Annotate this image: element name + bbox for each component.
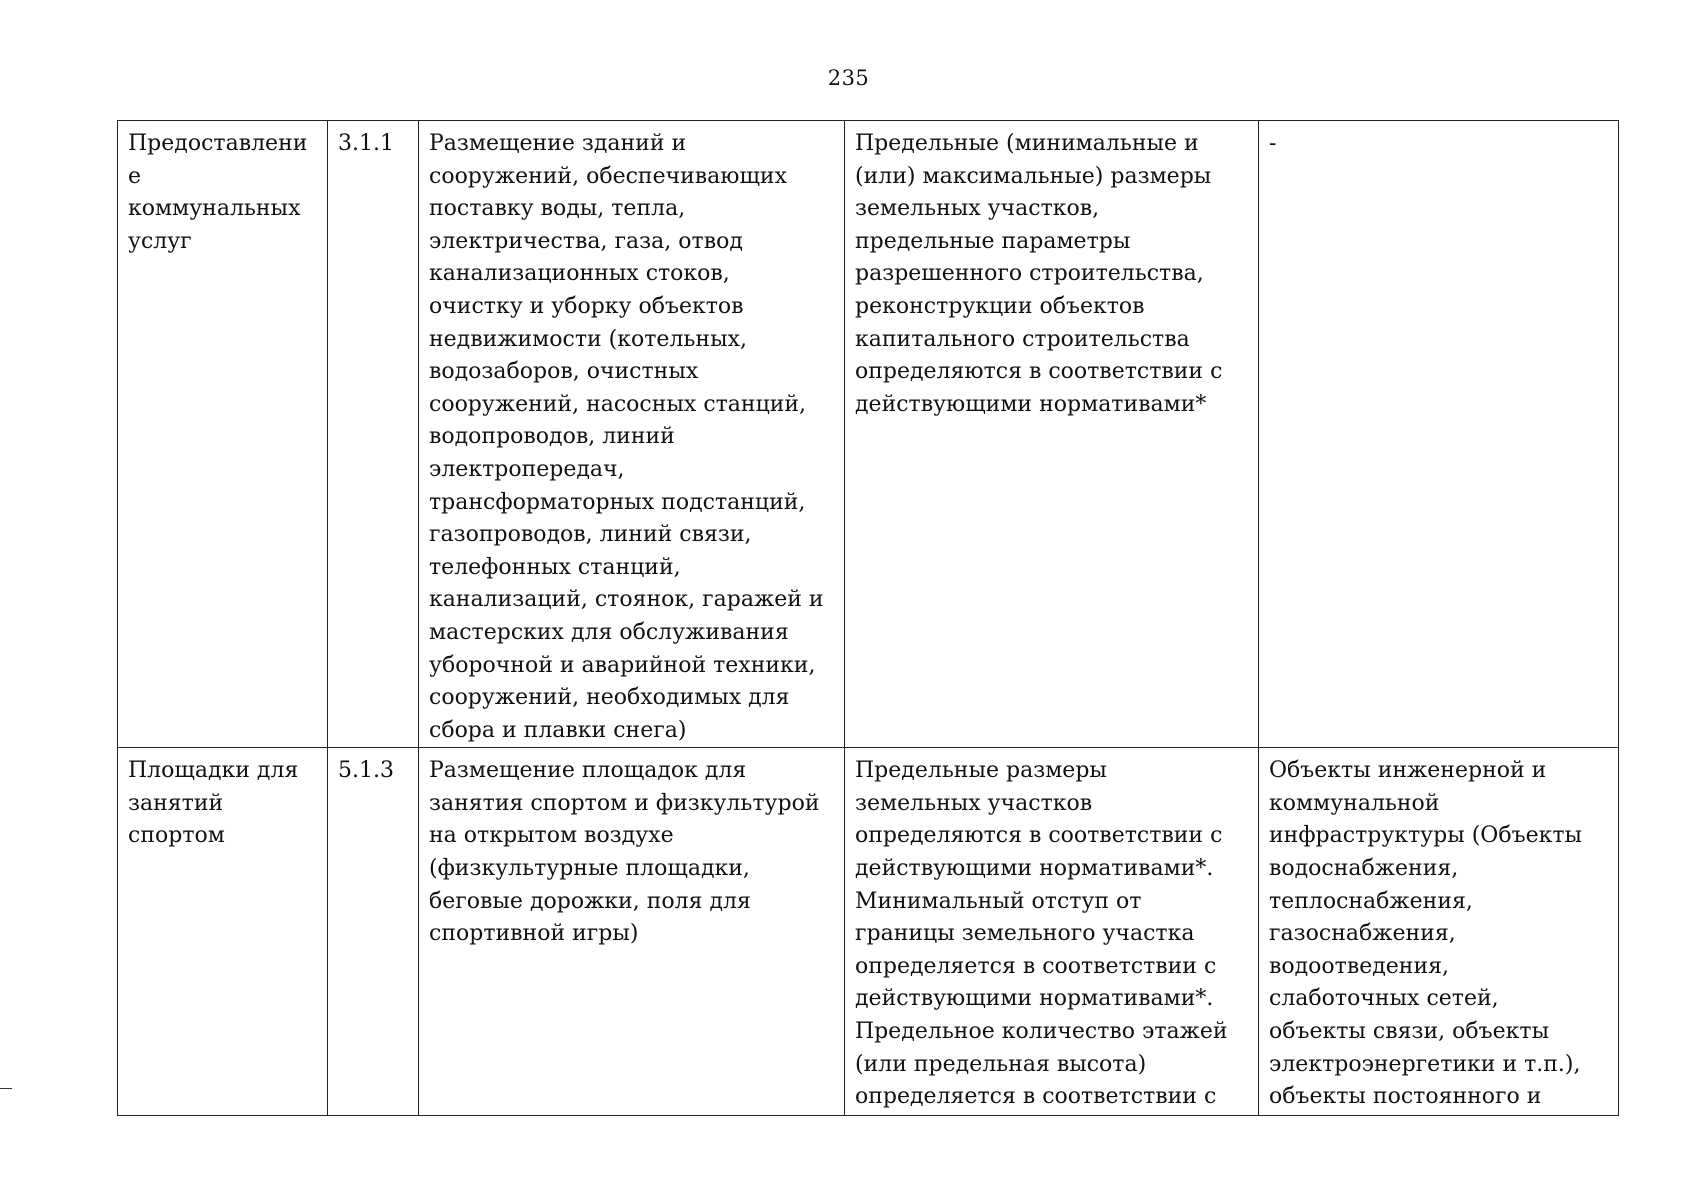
land-use-code-cell: [328, 748, 419, 1116]
land-use-description: Размещение площадок для занятия спортом и физкультурой на открытом воздухе (физкультурные площадки, беговые дорожки, поля для спортивной игры): [429, 758, 820, 947]
land-use-code-cell: [328, 121, 419, 748]
land-use-code: 5.1.3: [338, 758, 394, 784]
land-use-name: Площадки для занятий спортом: [128, 758, 299, 849]
land-use-notes: -: [1269, 131, 1277, 156]
land-use-description-cell: [419, 748, 845, 1116]
land-use-table: [117, 120, 1619, 1116]
land-use-name-cell: [118, 748, 328, 1116]
land-use-parameters: Предельные (минимальные и (или) максимальные) размеры земельных участков, предельные параметры разрешенного строительства, реконструкции объектов капитального строительства определяются в соответствии с действующими нормативами*: [855, 131, 1223, 417]
land-use-parameters-cell: [845, 121, 1259, 748]
table-row: [118, 121, 1619, 748]
land-use-notes-cell: [1259, 121, 1619, 748]
land-use-code: 3.1.1: [338, 131, 394, 156]
land-use-description: Размещение зданий и сооружений, обеспечивающих поставку воды, тепла, электричества, газа, отвод канализационных стоков, очистку и уборку объектов недвижимости (котельных, водозаборов, очистных сооружений, насосных станций, водопроводов, линий электропередач, трансформаторных подстанций, газопроводов, линий связи, телефонных станций, канализаций, стоянок, гаражей и мастерских для обслуживания уборочной и аварийной техники, сооружений, необходимых для сбора и плавки снега): [429, 131, 824, 743]
land-use-name-cell: [118, 121, 328, 748]
land-use-notes: Объекты инженерной и коммунальной инфраструктуры (Объекты водоснабжения, теплоснабжения, газоснабжения, водоотведения, слаботочных сетей, объекты связи, объекты электроэнергетики и т.п.), объекты постоянного и: [1269, 758, 1583, 1110]
land-use-name: Предоставлени е коммунальных услуг: [128, 131, 308, 254]
margin-mark: [0, 1088, 12, 1089]
land-use-notes-cell: [1259, 748, 1619, 1116]
land-use-parameters-cell: [845, 748, 1259, 1116]
page-number: 235: [827, 66, 870, 90]
land-use-description-cell: [419, 121, 845, 748]
land-use-parameters: Предельные размеры земельных участков определяются в соответствии с действующими нормативами*. Минимальный отступ от границы земельного участка определяется в соответствии с действующими нормативами*. Предельное количество этажей (или предельная высота) определяется в соответствии с: [855, 758, 1228, 1110]
table-row: [118, 748, 1619, 1116]
